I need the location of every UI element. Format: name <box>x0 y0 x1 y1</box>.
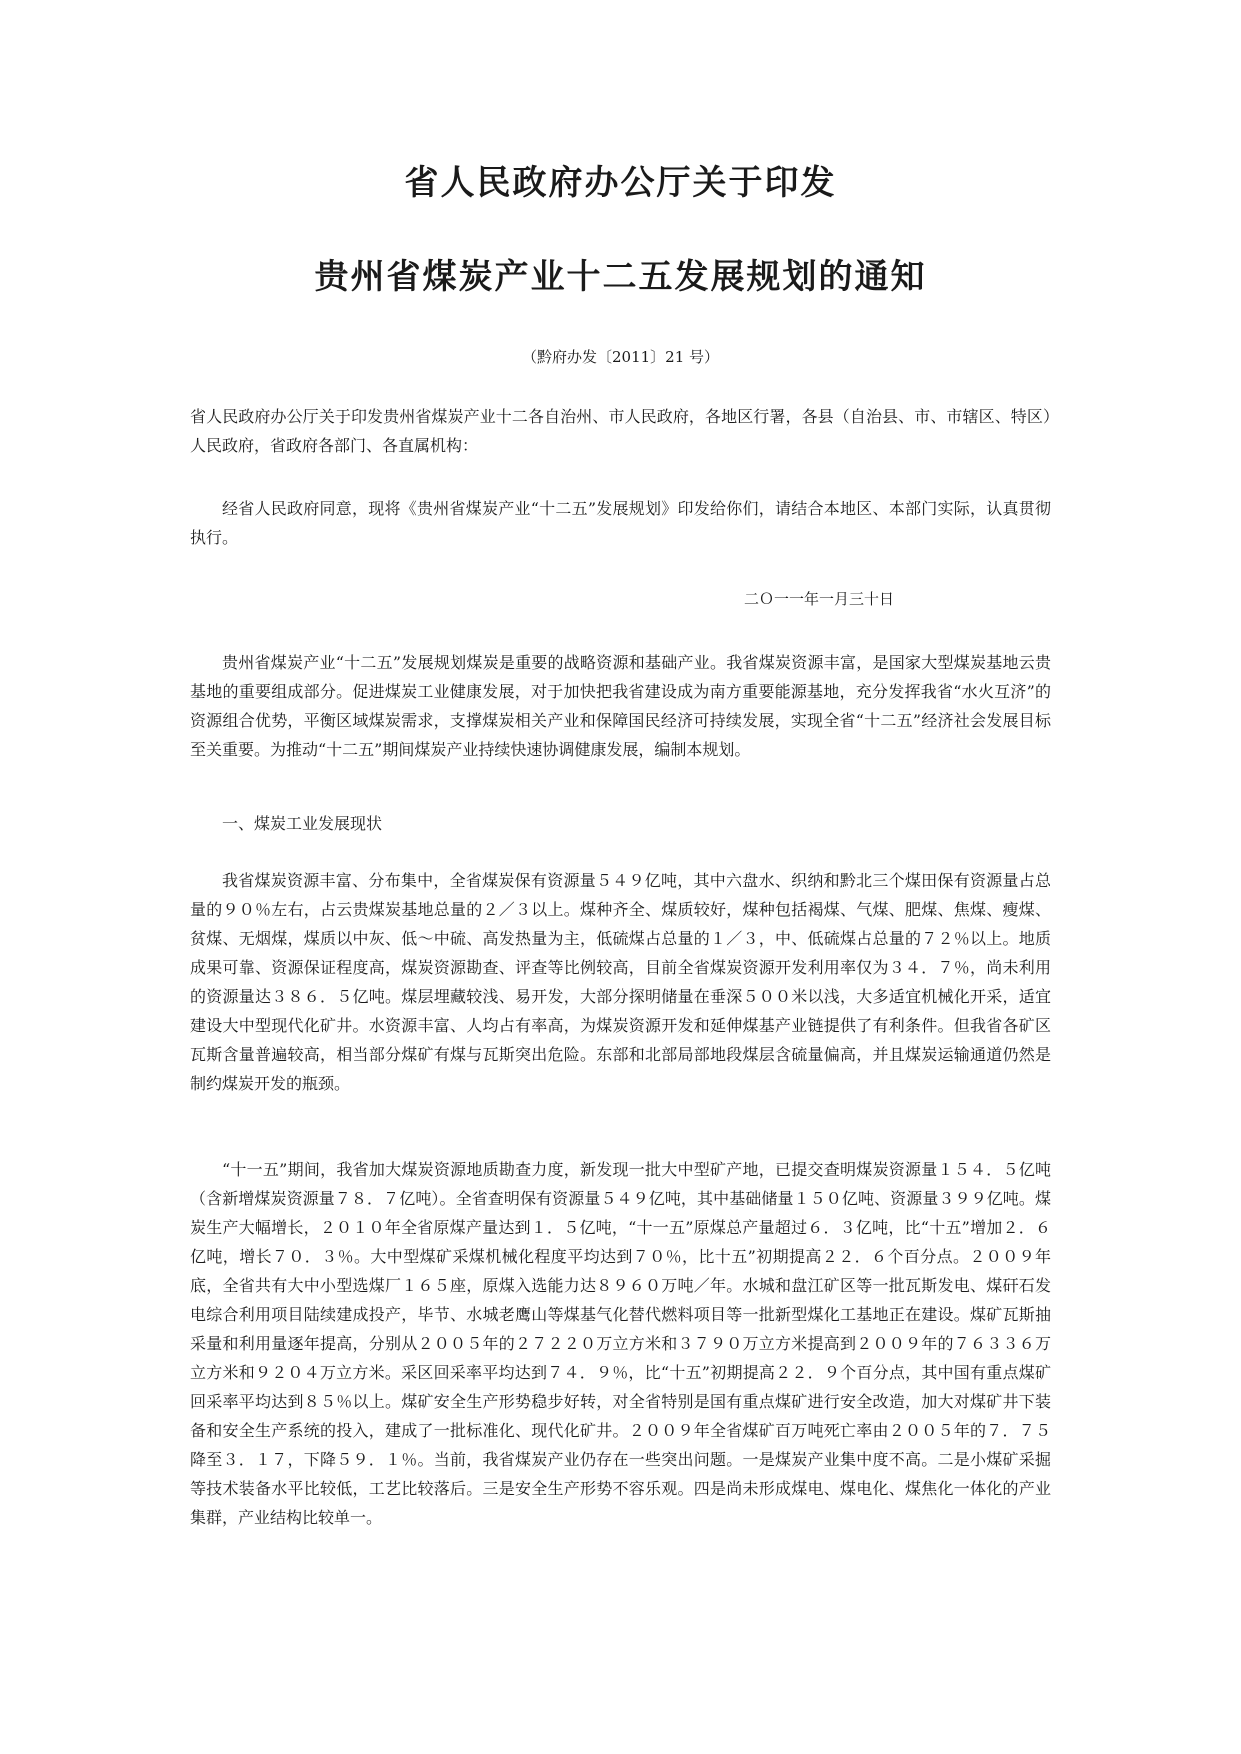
intro-paragraph: 贵州省煤炭产业“十二五”发展规划煤炭是重要的战略资源和基础产业。我省煤炭资源丰富，是国家大型煤炭基地云贵基地的重要组成部分。促进煤炭工业健康发展，对于加快把我省建设成为南方重要能源基地，充分发挥我省“水火互济”的资源组合优势，平衡区域煤炭需求，支撑煤炭相关产业和保障国民经济可持续发展，实现全省“十二五”经济社会发展目标至关重要。为推动“十二五”期间煤炭产业持续快速协调健康发展，编制本规划。 <box>190 653 1051 759</box>
eleventh-five-year-paragraph: “十一五”期间，我省加大煤炭资源地质勘查力度，新发现一批大中型矿产地，已提交查明煤炭资源量１５４．５亿吨（含新增煤炭资源量７８．７亿吨）。全省查明保有资源量５４９亿吨，其中基础储量１５０亿吨、资源量３９９亿吨。煤炭生产大幅增长，２０１０年全省原煤产量达到１．５亿吨，“十一五”原煤总产量超过６．３亿吨，比“十五”增加２．６亿吨，增长７０．３％。大中型煤矿采煤机械化程度平均达到７０％，比十五”初期提高２２．６个百分点。２００９年底，全省共有大中小型选煤厂１６５座，原煤入选能力达８９６０万吨／年。水城和盘江矿区等一批瓦斯发电、煤矸石发电综合利用项目陆续建成投产，毕节、水城老鹰山等煤基气化替代燃料项目等一批新型煤化工基地正在建设。煤矿瓦斯抽采量和利用量逐年提高，分别从２００５年的２７２２０万立方米和３７９０万立方米提高到２００９年的７６３３６万立方米和９２０４万立方米。采区回采率平均达到７４．９％，比“十五”初期提高２２．９个百分点，其中国有重点煤矿回采率平均达到８５％以上。煤矿安全生产形势稳步好转，对全省特别是国有重点煤矿进行安全改造，加大对煤矿井下装备和安全生产系统的投入，建成了一批标准化、现代化矿井。２００９年全省煤矿百万吨死亡率由２００５年的７．７５降至３．１７，下降５９．１％。当前，我省煤炭产业仍存在一些突出问题。一是煤炭产业集中度不高。二是小煤矿采掘等技术装备水平比较低，工艺比较落后。三是安全生产形势不容乐观。四是尚未形成煤电、煤电化、煤焦化一体化的产业集群，产业结构比较单一。 <box>190 1160 1051 1527</box>
document-title-line-1: 省人民政府办公厅关于印发 <box>404 163 837 203</box>
issue-date: 二Ｏ一一年一月三十日 <box>744 590 895 608</box>
document-number: （黔府办发〔2011〕21 号） <box>521 348 720 366</box>
document-title-line-2: 贵州省煤炭产业十二五发展规划的通知 <box>314 257 927 297</box>
status-paragraph: 我省煤炭资源丰富、分布集中，全省煤炭保有资源量５４９亿吨，其中六盘水、织纳和黔北三个煤田保有资源量占总量的９０％左右，占云贵煤炭基地总量的２／３以上。煤种齐全、煤质较好，煤种包括褐煤、气煤、肥煤、焦煤、瘦煤、贫煤、无烟煤，煤质以中灰、低～中硫、高发热量为主，低硫煤占总量的１／３，中、低硫煤占总量的７２％以上。地质成果可靠、资源保证程度高，煤炭资源勘查、评查等比例较高，目前全省煤炭资源开发利用率仅为３４．７％，尚未利用的资源量达３８６．５亿吨。煤层埋藏较浅、易开发，大部分探明储量在垂深５００米以浅，大多适宜机械化开采，适宜建设大中型现代化矿井。水资源丰富、人均占有率高，为煤炭资源开发和延伸煤基产业链提供了有利条件。但我省各矿区瓦斯含量普遍较高，相当部分煤矿有煤与瓦斯突出危险。东部和北部局部地段煤层含硫量偏高，并且煤炭运输通道仍然是制约煤炭开发的瓶颈。 <box>190 871 1051 1093</box>
addressee-paragraph: 省人民政府办公厅关于印发贵州省煤炭产业十二各自治州、市人民政府，各地区行署，各县（自治县、市、市辖区、特区）人民政府，省政府各部门、各直属机构： <box>190 407 1051 455</box>
instruction-paragraph: 经省人民政府同意，现将《贵州省煤炭产业“十二五”发展规划》印发给你们，请结合本地区、本部门实际，认真贯彻执行。 <box>190 499 1051 547</box>
section-heading: 一、煤炭工业发展现状 <box>222 814 383 833</box>
